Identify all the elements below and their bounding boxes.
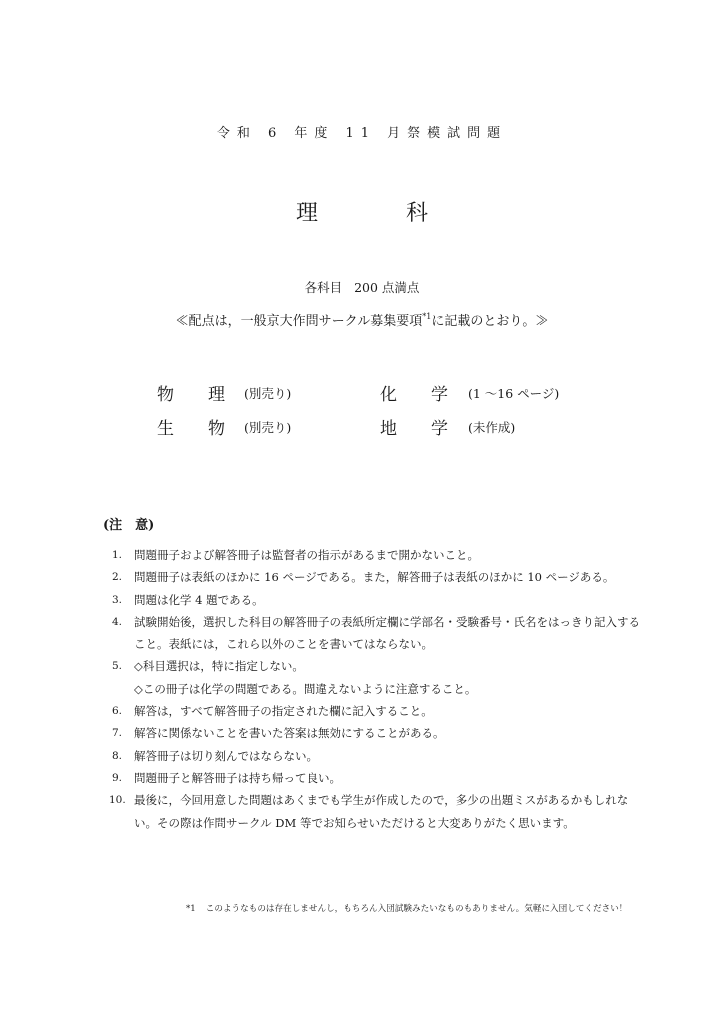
subject-earth-science-note: (未作成)	[468, 420, 516, 435]
subject-earth-science-char-1: 地	[380, 419, 397, 439]
caution-item-number: 2.	[112, 571, 123, 584]
allocation-note	[0, 310, 724, 329]
footnote-text: このようなものは存在しませんし，もちろん入団試験みたいなものもありません。気軽に入団してください！	[205, 904, 628, 914]
subject-chemistry	[380, 380, 448, 405]
caution-item-number: 8.	[112, 749, 123, 762]
score-label: 各科目	[304, 280, 343, 295]
caution-item	[112, 655, 632, 700]
subject-chemistry-char-2: 学	[431, 385, 448, 405]
subject-heading-char-2: 科	[406, 201, 429, 226]
subject-physics-char-2: 理	[208, 385, 225, 405]
subject-heading-char-1: 理	[295, 201, 318, 226]
caution-item-number: 9.	[112, 771, 123, 784]
caution-item-text: い。その際は作問サークル DM 等でお知らせいただけると大変ありがたく思います。	[134, 815, 575, 830]
caution-item-text: 解答は，すべて解答冊子の指定された欄に記入すること。	[134, 704, 433, 719]
allocation-text-after: に記載のとおり。≫	[431, 314, 549, 329]
allocation-footnote-ref: *1	[422, 312, 432, 321]
subject-earth-science-char-2: 学	[431, 419, 448, 439]
footnote-mark: *1	[186, 904, 196, 914]
caution-list	[109, 544, 640, 834]
caution-item	[112, 767, 632, 789]
caution-item-number: 10.	[109, 794, 126, 807]
caution-item-number: 4.	[112, 615, 123, 628]
subject-biology-char-1: 生	[157, 419, 174, 439]
footnote	[186, 902, 627, 914]
caution-item-text: 問題冊子は表紙のほかに 16 ページである。また，解答冊子は表紙のほかに 10 ページある。	[134, 570, 615, 585]
subject-biology	[157, 414, 225, 439]
caution-item-text: 最後に，今回用意した問題はあくまでも学生が作成したので，多少の出題ミスがあるかもしれな	[134, 793, 629, 808]
caution-item-number: 6.	[112, 705, 123, 718]
subject-physics-note: (別売り)	[244, 386, 292, 401]
subject-row-1	[0, 380, 724, 406]
caution-title: (注 意)	[103, 518, 155, 533]
caution-item-text: 試験開始後，選択した科目の解答冊子の表紙所定欄に学部名・受験番号・氏名をはっきり記入する	[134, 614, 640, 629]
caution-item-text: ◇この冊子は化学の問題である。間違えないように注意すること。	[134, 681, 477, 696]
subject-earth-science	[380, 414, 448, 439]
subject-heading	[0, 196, 724, 227]
caution-item	[112, 722, 632, 744]
caution-item	[112, 611, 640, 656]
subject-biology-note: (別売り)	[244, 420, 292, 435]
caution-item-text: 問題は化学 4 題である。	[134, 592, 264, 607]
caution-item	[112, 566, 632, 588]
subject-row-2	[0, 414, 724, 440]
caution-item-text: ◇科目選択は，特に指定しない。	[134, 659, 304, 674]
caution-item-text: 問題冊子および解答冊子は監督者の指示があるまで開かないこと。	[134, 548, 479, 562]
caution-item-text: こと。表紙には，これら以外のことを書いてはならない。	[134, 637, 433, 652]
caution-item	[112, 589, 632, 611]
caution-item-text: 問題冊子と解答冊子は持ち帰って良い。	[134, 770, 341, 785]
subject-chemistry-note: (1 〜16 ページ)	[468, 386, 560, 401]
caution-item	[112, 544, 632, 566]
caution-item-number: 5.	[112, 660, 123, 673]
score-line	[0, 278, 724, 296]
exam-title: 令和 6 年度 11 月祭模試問題	[216, 126, 508, 141]
caution-item-text: 解答に関係ないことを書いた答案は無効にすることがある。	[134, 726, 445, 741]
subject-biology-char-2: 物	[208, 419, 225, 439]
allocation-text-before: ≪配点は，一般京大作問サークル募集要項	[175, 314, 423, 329]
caution-item	[112, 700, 632, 722]
subject-physics	[157, 380, 225, 405]
caution-item-number: 1.	[112, 549, 123, 561]
caution-item	[112, 745, 632, 767]
caution-item-number: 7.	[112, 727, 123, 740]
caution-item-text: 解答冊子は切り刻んではならない。	[134, 748, 318, 763]
subject-chemistry-char-1: 化	[380, 385, 397, 405]
caution-item-number: 3.	[112, 593, 123, 606]
subject-physics-char-1: 物	[157, 385, 174, 405]
caution-item	[109, 789, 632, 834]
score-value: 200 点満点	[354, 280, 420, 295]
